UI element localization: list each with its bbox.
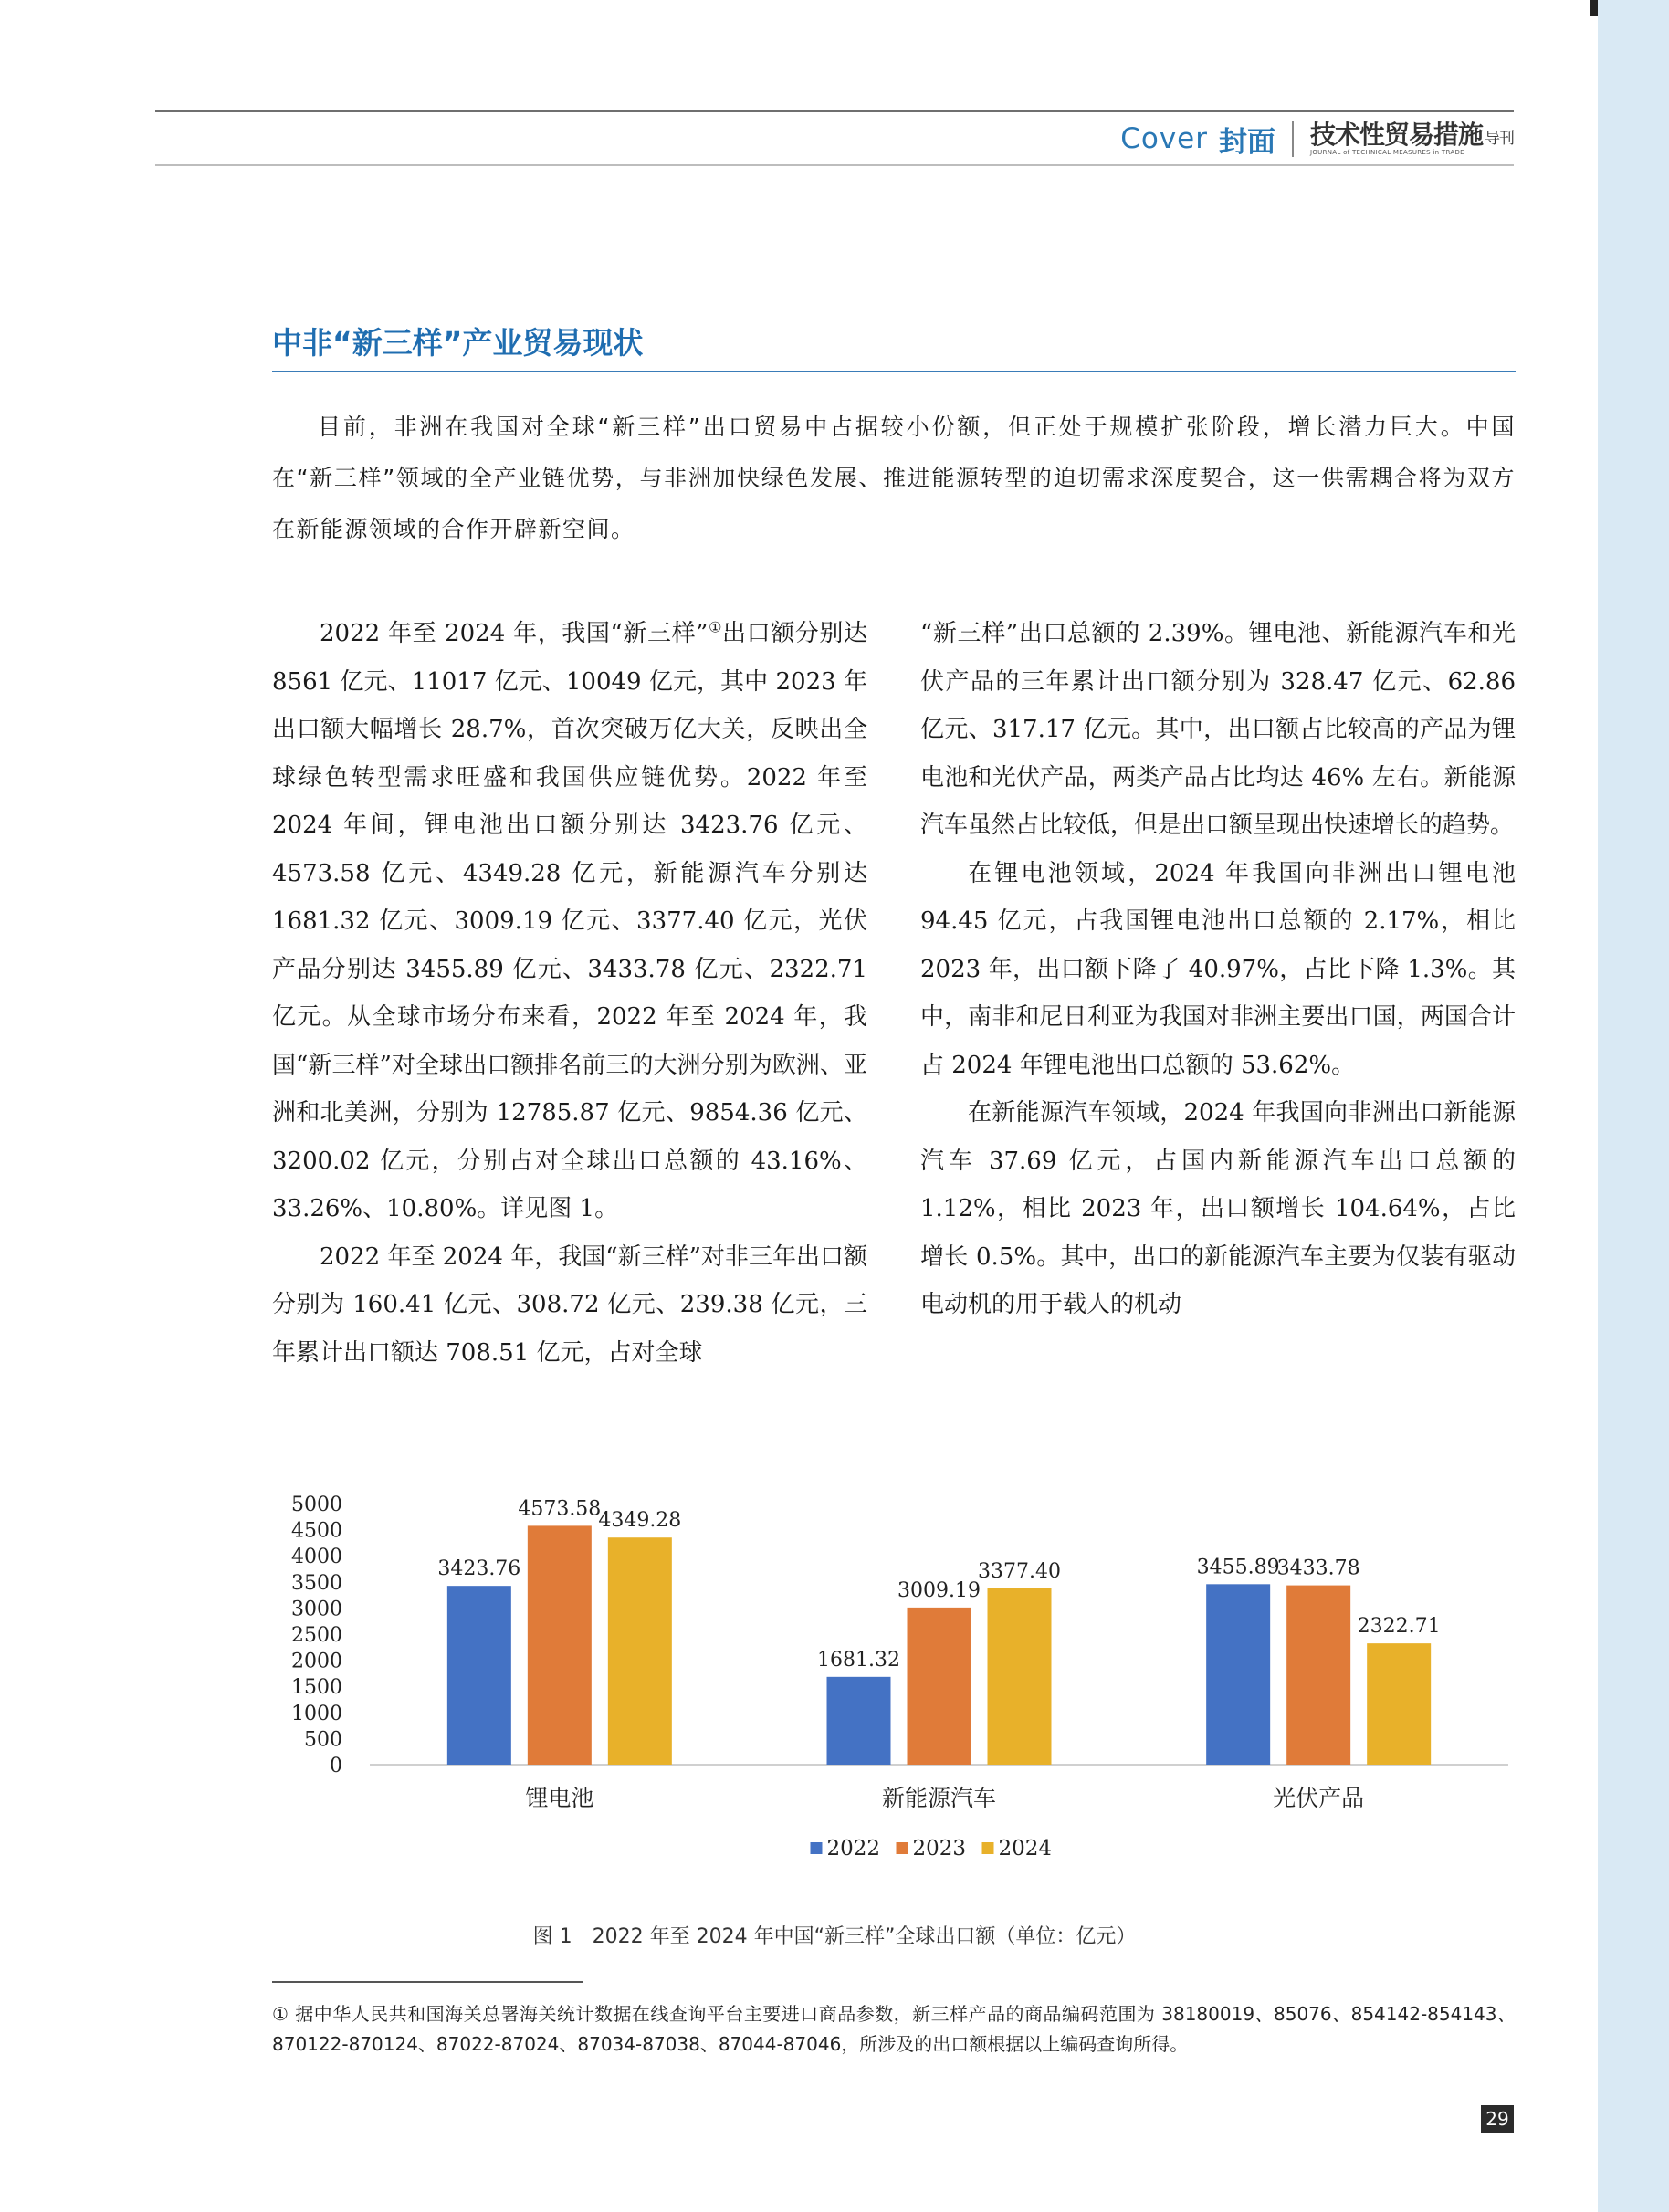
bar-2024 <box>988 1588 1052 1765</box>
bar-2023 <box>908 1608 971 1765</box>
body-paragraph-1-start: 2022 年至 2024 年，我国“新三样” <box>320 620 709 647</box>
footnote: ① 据中华人民共和国海关总署海关统计数据在线查询平台主要进口商品参数，新三样产品的商品编码范围为 38180019、85076、854142-854143、870122-870124、87022-87024、87034-87038、87044-87046，所涉及的出口额根据以上编码查询所得。 <box>272 2003 1516 2055</box>
bar-2024 <box>608 1537 672 1765</box>
body-paragraph-1-rest: 出口额分别达 8561 亿元、11017 亿元、10049 亿元，其中 2023 年出口额大幅增长 28.7%，首次突破万亿大关，反映出全球绿色转型需求旺盛和我国供应链优势。2022 年至 2024 年间，锂电池出口额分别达 3423.76 亿元、4573.58 亿元、4349.28 亿元，新能源汽车分别达 1681.32 亿元、3009.19 亿元、3377.40 亿元，光伏产品分别达 3455.89 亿元、3433.78 亿元、2322.71 亿元。从全球市场分布来看，2022 年至 2024 年，我国“新三样”对全球出口额排名前三的大洲分别为欧洲、亚洲和北美洲，分别为 12785.87 亿元、9854.36 亿元、3200.02 亿元，分别占对全球出口总额的 43.16%、33.26%、10.80%。详见图 1。 <box>272 620 867 1222</box>
body-paragraph-4: 在锂电池领域，2024 年我国向非洲出口锂电池 94.45 亿元，占我国锂电池出口总额的 2.17%，相比 2023 年，出口额下降了 40.97%，占比下降 1.3%。其中，南非和尼日利亚为我国对非洲主要出口国，两国合计占 2024 年锂电池出口总额的 53.62%。 <box>920 859 1516 1079</box>
top-corner-mark <box>1590 0 1598 16</box>
side-color-strip <box>1598 0 1669 2212</box>
body-paragraph-1 <box>272 610 867 1233</box>
journal-logo <box>1309 119 1514 156</box>
y-tick-label: 3000 <box>291 1598 342 1621</box>
body-paragraph-5: 在新能源汽车领域，2024 年我国向非洲出口新能源汽车 37.69 亿元，占国内新能源汽车出口总额的 1.12%，相比 2023 年，出口额增长 104.64%，占比增长 0.5%。其中，出口的新能源汽车主要为仅装有驱动电动机的用于载人的机动 <box>920 1099 1516 1318</box>
data-label: 3423.76 <box>437 1557 521 1581</box>
bar-2022 <box>447 1586 511 1765</box>
body-paragraph-3: “新三样”出口总额的 2.39%。锂电池、新能源汽车和光伏产品的三年累计出口额分别为 328.47 亿元、62.86 亿元、317.17 亿元。其中，出口额占比较高的产品为锂电池和光伏产品，两类产品占比均达 46% 左右。新能源汽车虽然占比较低，但是出口额呈现出快速增长的趋势。 <box>920 620 1516 839</box>
y-tick-label: 4000 <box>291 1546 342 1569</box>
data-label: 3433.78 <box>1276 1557 1360 1580</box>
footnote-reference: ① <box>708 618 723 636</box>
bar-chart-svg <box>274 1479 1525 1899</box>
journal-english: JOURNAL of TECHNICAL MEASURES in TRADE <box>1309 148 1464 156</box>
export-bar-chart <box>274 1479 1525 1899</box>
section-title: 中非“新三样”产业贸易现状 <box>272 325 644 361</box>
header-rule-bottom <box>155 164 1514 166</box>
y-tick-label: 2500 <box>291 1624 342 1647</box>
data-label: 3009.19 <box>897 1578 981 1602</box>
bar-2024 <box>1367 1643 1431 1765</box>
body-column-left <box>272 610 867 1377</box>
category-label: 光伏产品 <box>1273 1785 1365 1811</box>
header-separator <box>1292 121 1294 157</box>
y-tick-label: 0 <box>330 1755 342 1777</box>
bar-2023 <box>528 1525 592 1765</box>
legend-label: 2022 <box>826 1837 881 1861</box>
y-tick-label: 3500 <box>291 1571 342 1595</box>
legend-swatch-2022 <box>811 1842 823 1854</box>
section-label: 封面 <box>1218 125 1275 159</box>
category-label: 新能源汽车 <box>881 1785 997 1811</box>
category-label: 锂电池 <box>525 1785 594 1811</box>
data-label: 4349.28 <box>598 1509 682 1533</box>
legend-swatch-2023 <box>897 1842 908 1854</box>
body-paragraph-2: 2022 年至 2024 年，我国“新三样”对非三年出口额分别为 160.41 亿元、308.72 亿元、239.38 亿元，三年累计出口额达 708.51 亿元，占对全球 <box>272 1242 867 1367</box>
y-tick-label: 1000 <box>291 1702 342 1725</box>
bar-2022 <box>1206 1584 1270 1765</box>
data-label: 3377.40 <box>978 1559 1061 1583</box>
legend-label: 2024 <box>998 1837 1053 1861</box>
legend-label: 2023 <box>912 1837 967 1861</box>
cover-label: Cover <box>1120 122 1208 155</box>
section-title-rule <box>272 371 1516 372</box>
intro-paragraph: 目前，非洲在我国对全球“新三样”出口贸易中占据较小份额，但正处于规模扩张阶段，增长潜力巨大。中国在“新三样”领域的全产业链优势，与非洲加快绿色发展、推进能源转型的迫切需求深度契合，这一供需耦合将为双方在新能源领域的合作开辟新空间。 <box>272 414 1516 542</box>
body-column-right <box>920 610 1516 1329</box>
data-label: 2322.71 <box>1357 1615 1441 1639</box>
y-tick-label: 500 <box>304 1728 342 1752</box>
y-tick-label: 4500 <box>291 1519 342 1543</box>
data-label: 3455.89 <box>1196 1556 1280 1579</box>
data-label: 1681.32 <box>817 1648 900 1672</box>
header-rule-top <box>155 110 1514 112</box>
figure-caption: 图 1 2022 年至 2024 年中国“新三样”全球出口额（单位：亿元） <box>532 1925 1137 1948</box>
y-tick-label: 1500 <box>291 1676 342 1700</box>
y-tick-label: 2000 <box>291 1650 342 1673</box>
data-label: 4573.58 <box>518 1497 602 1521</box>
legend-swatch-2024 <box>982 1842 994 1854</box>
y-tick-label: 5000 <box>291 1494 342 1516</box>
page-number: 29 <box>1481 2105 1514 2133</box>
journal-suffix: 导刊 <box>1485 129 1514 148</box>
journal-name: 技术性贸易措施 <box>1309 119 1483 150</box>
bar-2023 <box>1286 1586 1350 1765</box>
footnote-rule <box>272 1981 583 1983</box>
running-header <box>1120 117 1514 161</box>
bar-2022 <box>827 1677 891 1765</box>
